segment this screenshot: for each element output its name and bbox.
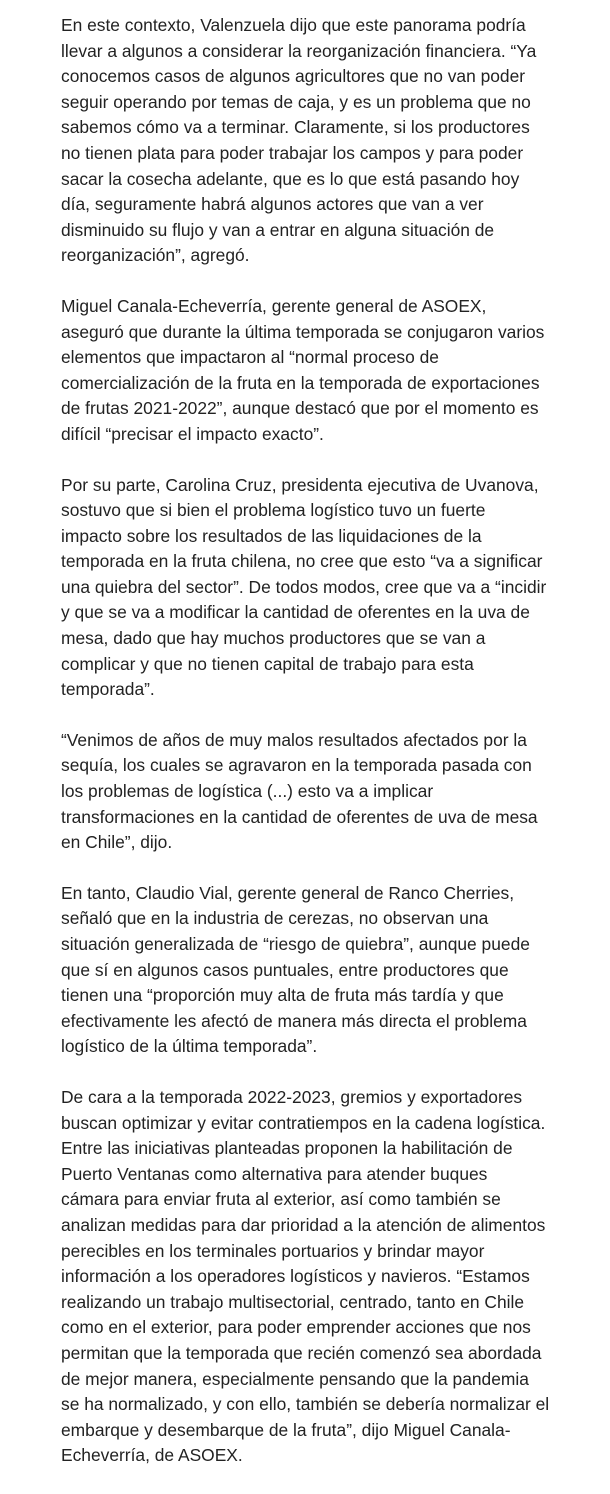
paragraph-claudio-vial-ranco: En tanto, Claudio Vial, gerente general de Ranco Cherries, señaló que en la industria de cerezas, no observan una situación generalizada de “riesgo de quiebra”, aunque puede que sí en algunos casos puntuales, entre productores que tienen una “proporción muy alta de fruta más tardía y que efectivamente les afectó de manera más directa el problema logístico de la última temporada”. (61, 882, 530, 1057)
paragraph-temporada-2022-2023: De cara a la temporada 2022-2023, gremios y exportadores buscan optimizar y evitar contratiempos en la cadena logística. Entre las iniciativas planteadas proponen la habilitación de Puerto Ventanas como alternativa para atender buques cámara para enviar fruta al exterior, así como también se analizan medidas para dar prioridad a la atención de alimentos perecibles en los terminales portuarios y brindar mayor información a los operadores logísticos y navieros. “Estamos realizando un trabajo multisectorial, centrado, tanto en Chile como en el exterior, para poder emprender acciones que nos permitan que la temporada que recién comenzó sea abordada de mejor manera, especialmente pensando que la pandemia se ha normalizado, y con ello, también se debería normalizar el embarque y desembarque de la fruta”, dijo Miguel Canala- Echeverría, de ASOEX. (61, 1086, 550, 1466)
paragraph-canala-echeverria-asoex: Miguel Canala-Echeverría, gerente general de ASOEX, aseguró que durante la última temporada se conjugaron varios elementos que impactaron al “normal proceso de comercialización de la fruta en la temporada de exportaciones de frutas 2021-2022”, aunque destacó que por el momento es difícil “precisar el impacto exacto”. (61, 295, 545, 444)
paragraph-carolina-cruz-uvanova: Por su parte, Carolina Cruz, presidenta ejecutiva de Uvanova, sostuvo que si bien el problema logístico tuvo un fuerte impacto sobre los resultados de las liquidaciones de la temporada en la fruta chilena, no cree que esto “va a significar una quiebra del sector”. De todos modos, cree que va a “incidir y que se va a modificar la cantidad de oferentes en la uva de mesa, dado que hay muchos productores que se van a complicar y que no tienen capital de trabajo para esta temporada”. (61, 474, 547, 700)
article-body (61, 13, 561, 1494)
paragraph-valenzuela-reorganizacion: En este contexto, Valenzuela dijo que este panorama podría llevar a algunos a considerar la reorganización financiera. “Ya conocemos casos de algunos agricultores que no van poder seguir operando por temas de caja, y es un problema que no sabemos cómo va a terminar. Claramente, si los productores no tienen plata para poder trabajar los campos y para poder sacar la cosecha adelante, que es lo que está pasando hoy día, seguramente habrá algunos actores que van a ver disminuido su flujo y van a entrar en alguna situación de reorganización”, agregó. (61, 15, 537, 266)
paragraph-quote-sequia: “Venimos de años de muy malos resultados afectados por la sequía, los cuales se agravaron en la temporada pasada con los problemas de logística (...) esto va a implicar transformaciones en la cantidad de oferentes de uva de mesa en Chile”, dijo. (61, 729, 538, 853)
